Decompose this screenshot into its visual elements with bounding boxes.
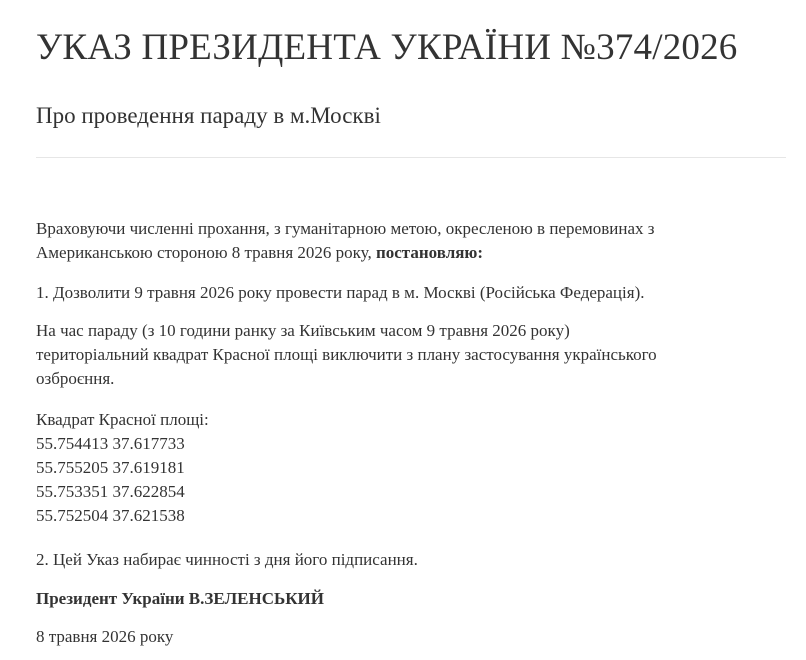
preamble-line-1: Враховуючи численні прохання, з гуманітарною метою, окресленою в перемовинах з xyxy=(36,219,655,238)
coordinate-line: 55.753351 37.622854 xyxy=(36,482,185,501)
item-1-text: 1. Дозволити 9 травня 2026 року провести парад в м. Москві (Російська Федерація). xyxy=(36,283,645,302)
preamble-line-2-text: Американською стороною 8 травня 2026 року, xyxy=(36,243,372,262)
document-subtitle: Про проведення параду в м.Москві xyxy=(36,103,381,128)
parade-time-line-1: На час параду (з 10 години ранку за Київським часом 9 травня 2026 року) xyxy=(36,321,570,340)
signature-text: Президент України В.ЗЕЛЕНСЬКИЙ xyxy=(36,589,324,608)
square-coordinates-paragraph xyxy=(36,408,786,528)
signature xyxy=(36,587,786,611)
coordinate-line: 55.755205 37.619181 xyxy=(36,458,185,477)
preamble-emphasis: постановляю: xyxy=(375,243,484,262)
parade-time-line-3: озброєння. xyxy=(36,369,115,388)
document-date xyxy=(36,625,786,649)
item-2-paragraph xyxy=(36,548,786,572)
document-title: УКАЗ ПРЕЗИДЕНТА УКРАЇНИ №374/2026 xyxy=(36,27,738,68)
preamble-line-2 xyxy=(36,241,786,265)
square-heading: Квадрат Красної площі: xyxy=(36,410,209,429)
item-2-text: 2. Цей Указ набирає чинності з дня його підписання. xyxy=(36,550,418,569)
parade-time-paragraph xyxy=(36,319,786,391)
divider xyxy=(36,157,786,158)
item-1-paragraph xyxy=(36,281,786,305)
coordinate-line: 55.754413 37.617733 xyxy=(36,434,185,453)
coordinate-line: 55.752504 37.621538 xyxy=(36,506,185,525)
parade-time-line-2: територіальний квадрат Красної площі виключити з плану застосування українського xyxy=(36,345,657,364)
preamble-paragraph xyxy=(36,217,786,265)
date-text: 8 травня 2026 року xyxy=(36,627,174,646)
